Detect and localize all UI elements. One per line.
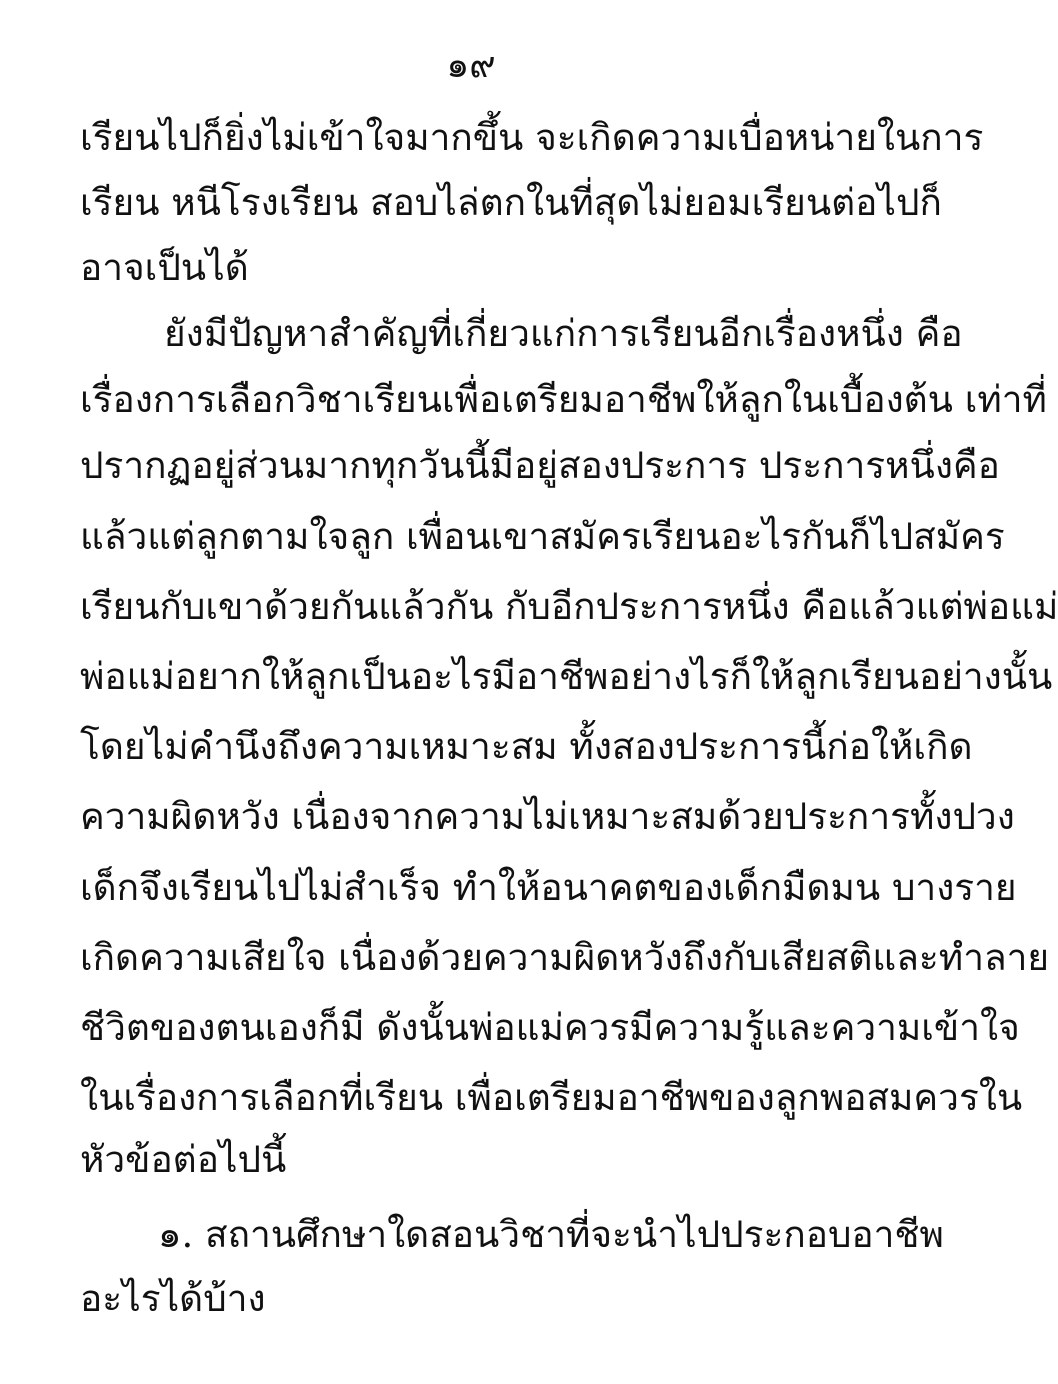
paragraph-2-line-1: ยังมีปัญหาสำคัญที่เกี่ยวแก่การเรียนอีกเรื่องหนึ่ง คือ (164, 312, 963, 355)
paragraph-1-line-2: เรียน หนีโรงเรียน สอบไล่ตกในที่สุดไม่ยอมเรียนต่อไปก็ (80, 181, 942, 224)
paragraph-1-line-3: อาจเป็นได้ (80, 246, 249, 289)
paragraph-2-line-11: ชีวิตของตนเองก็มี ดังนั้นพ่อแม่ควรมีความรู้และความเข้าใจ (80, 1006, 1020, 1049)
paragraph-2-line-13: หัวข้อต่อไปนี้ (80, 1138, 287, 1181)
paragraph-2-line-5: เรียนกับเขาด้วยกันแล้วกัน กับอีกประการหนึ่ง คือแล้วแต่พ่อแม่ (80, 585, 1058, 628)
paragraph-2-line-6: พ่อแม่อยากให้ลูกเป็นอะไรมีอาชีพอย่างไรก็ให้ลูกเรียนอย่างนั้น (80, 655, 1053, 698)
paragraph-2-line-4: แล้วแต่ลูกตามใจลูก เพื่อนเขาสมัครเรียนอะไรกันก็ไปสมัคร (80, 515, 1005, 558)
list-item-1-line-1: ๑. สถานศึกษาใดสอนวิชาที่จะนำไปประกอบอาชีพ (158, 1213, 944, 1256)
page-number: ๑๙ (446, 45, 496, 86)
paragraph-2-line-8: ความผิดหวัง เนื่องจากความไม่เหมาะสมด้วยประการทั้งปวง (80, 795, 1015, 838)
paragraph-1-line-1: เรียนไปก็ยิ่งไม่เข้าใจมากขึ้น จะเกิดความเบื่อหน่ายในการ (80, 116, 984, 159)
paragraph-2-line-12: ในเรื่องการเลือกที่เรียน เพื่อเตรียมอาชีพของลูกพอสมควรใน (80, 1076, 1023, 1119)
paragraph-2-line-2: เรื่องการเลือกวิชาเรียนเพื่อเตรียมอาชีพให้ลูกในเบื้องต้น เท่าที่ (80, 378, 1047, 421)
paragraph-2-line-10: เกิดความเสียใจ เนื่องด้วยความผิดหวังถึงกับเสียสติและทำลาย (80, 936, 1050, 979)
paragraph-2-line-7: โดยไม่คำนึงถึงความเหมาะสม ทั้งสองประการนี้ก่อให้เกิด (80, 725, 973, 768)
list-item-1-line-2: อะไรได้บ้าง (80, 1277, 266, 1320)
paragraph-2-line-3: ปรากฏอยู่ส่วนมากทุกวันนี้มีอยู่สองประการ ประการหนึ่งคือ (80, 444, 1000, 487)
paragraph-2-line-9: เด็กจึงเรียนไปไม่สำเร็จ ทำให้อนาคตของเด็กมืดมน บางราย (80, 866, 1017, 909)
